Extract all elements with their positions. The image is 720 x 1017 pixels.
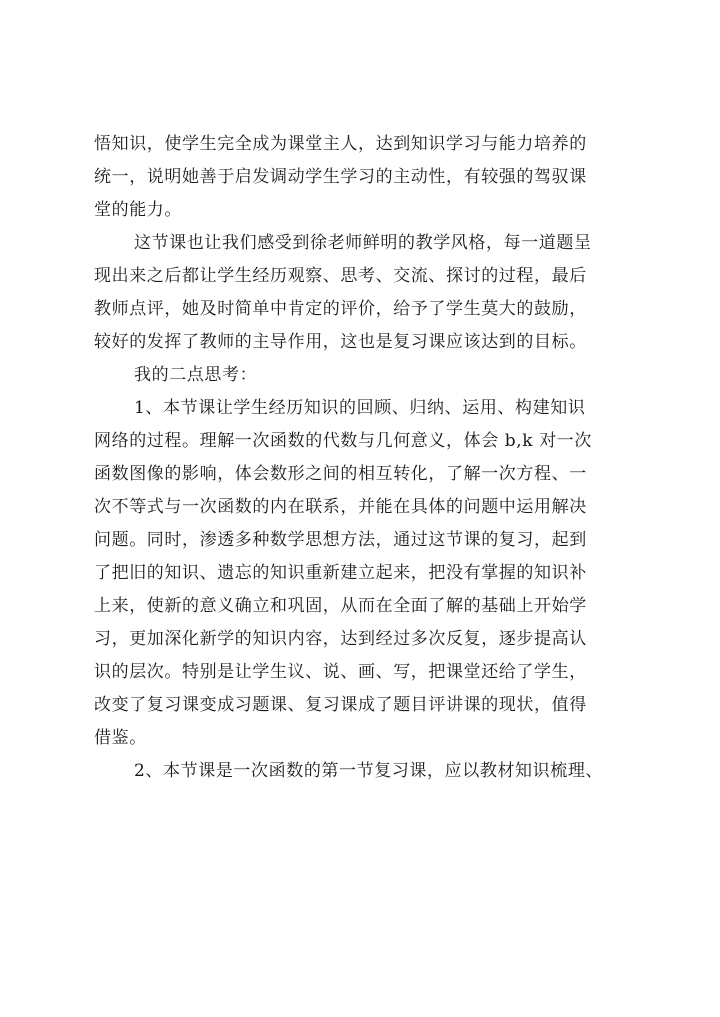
paragraph-start-line: 1、本节课让学生经历知识的回顾、归纳、运用、构建知识: [134, 398, 586, 418]
text-line: 了把旧的知识、遗忘的知识重新建立起来，把没有掌握的知识补: [94, 563, 587, 583]
paragraph-start-line: 这节课也让我们感受到徐老师鲜明的教学风格，每一道题呈: [134, 233, 592, 253]
text-line: 改变了复习课变成习题课、复习课成了题目评讲课的现状，值得: [94, 695, 587, 715]
text-line: 较好的发挥了教师的主导作用，这也是复习课应该达到的目标。: [94, 332, 587, 352]
text-line: 教师点评，她及时简单中肯定的评价，给予了学生莫大的鼓励，: [94, 299, 587, 319]
text-line: 悟知识，使学生完全成为课堂主人，达到知识学习与能力培养的: [94, 134, 587, 154]
paragraph-start-line: 2、本节课是一次函数的第一节复习课，应以教材知识梳理、: [134, 761, 604, 781]
text-line: 上来，使新的意义确立和巩固，从而在全面了解的基础上开始学: [94, 596, 587, 616]
body-text: [94, 128, 654, 788]
text-line: 习，更加深化新学的知识内容，达到经过多次反复，逐步提高认: [94, 629, 587, 649]
text-line: 统一，说明她善于启发调动学生学习的主动性，有较强的驾驭课: [94, 167, 587, 187]
text-line: 现出来之后都让学生经历观察、思考、交流、探讨的过程，最后: [94, 266, 587, 286]
text-line: 网络的过程。理解一次函数的代数与几何意义，体会 b,k 对一次: [94, 431, 592, 451]
paragraph-start-line: 我的二点思考：: [134, 365, 258, 385]
text-line: 借鉴。: [94, 728, 147, 748]
text-line: 问题。同时，渗透多种数学思想方法，通过这节课的复习，起到: [94, 530, 587, 550]
text-line: 识的层次。特别是让学生议、说、画、写，把课堂还给了学生，: [94, 662, 587, 682]
text-line: 函数图像的影响，体会数形之间的相互转化，了解一次方程、一: [94, 464, 587, 484]
text-line: 堂的能力。: [94, 200, 182, 220]
text-line: 次不等式与一次函数的内在联系，并能在具体的问题中运用解决: [94, 497, 587, 517]
